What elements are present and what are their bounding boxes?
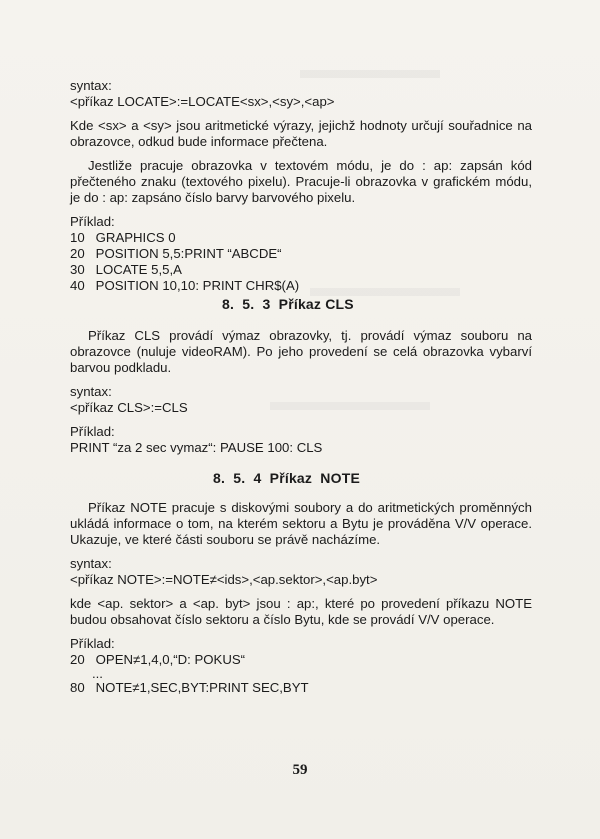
note-syntax-label: syntax: bbox=[70, 556, 112, 571]
code-line: 10 GRAPHICS 0 bbox=[70, 230, 176, 245]
code-line: 20 POSITION 5,5:PRINT “ABCDE“ bbox=[70, 246, 282, 261]
locate-description: Kde <sx> a <sy> jsou aritmetické výrazy, jejichž hodnoty určují souřadnice na obrazovce, odkud bude informace přečtena. bbox=[70, 118, 532, 149]
note-heading: 8. 5. 4 Příkaz NOTE bbox=[213, 470, 360, 486]
code-line: 30 LOCATE 5,5,A bbox=[70, 262, 182, 277]
show-through-mark bbox=[300, 70, 440, 78]
code-line: ... bbox=[70, 666, 103, 681]
locate-section bbox=[70, 78, 532, 294]
code-line: 40 POSITION 10,10: PRINT CHR$(A) bbox=[70, 278, 300, 293]
locate-syntax: <příkaz LOCATE>:=LOCATE<sx>,<sy>,<ap> bbox=[70, 94, 335, 109]
cls-description: Příkaz CLS provádí výmaz obrazovky, tj. provádí výmaz souboru na obrazovce (nuluje videoRAM). Po jeho provedení se celá obrazovka vybarví barvou podkladu. bbox=[70, 328, 532, 375]
page-number: 59 bbox=[292, 762, 308, 778]
note-section bbox=[70, 500, 532, 696]
cls-section bbox=[70, 328, 532, 456]
locate-example-code bbox=[70, 230, 532, 294]
locate-syntax-label: syntax: bbox=[70, 78, 112, 93]
cls-example-label: Příklad: bbox=[70, 424, 115, 439]
note-syntax: <příkaz NOTE>:=NOTE≠<ids>,<ap.sektor>,<ap.byt> bbox=[70, 572, 378, 587]
cls-example: PRINT “za 2 sec vymaz“: PAUSE 100: CLS bbox=[70, 440, 323, 455]
cls-syntax-label: syntax: bbox=[70, 384, 112, 399]
cls-syntax: <příkaz CLS>:=CLS bbox=[70, 400, 188, 415]
locate-example-label: Příklad: bbox=[70, 214, 115, 229]
note-description: Příkaz NOTE pracuje s diskovými soubory a do aritmetických proměnných ukládá informace o tom, na kterém sektoru a Bytu je prováděna V/V operace. Ukazuje, ve které části souboru se právě nacházíme. bbox=[70, 500, 532, 547]
note-example-code bbox=[70, 652, 532, 696]
code-line: 20 OPEN≠1,4,0,“D: POKUS“ bbox=[70, 652, 246, 667]
cls-heading: 8. 5. 3 Příkaz CLS bbox=[222, 296, 354, 312]
code-line: 80 NOTE≠1,SEC,BYT:PRINT SEC,BYT bbox=[70, 680, 309, 695]
note-parameters-description: kde <ap. sektor> a <ap. byt> jsou : ap:, které po provedení příkazu NOTE budou obsahovat číslo sektoru a číslo Bytu, kde se provádí V/V operace. bbox=[70, 596, 532, 627]
locate-mode-description: Jestliže pracuje obrazovka v textovém módu, je do : ap: zapsán kód přečteného znaku (textového pixelu). Pracuje-li obrazovka v grafickém módu, je do : ap: zapsáno číslo barvy barvového pixelu. bbox=[70, 158, 532, 205]
note-example-label: Příklad: bbox=[70, 636, 115, 651]
